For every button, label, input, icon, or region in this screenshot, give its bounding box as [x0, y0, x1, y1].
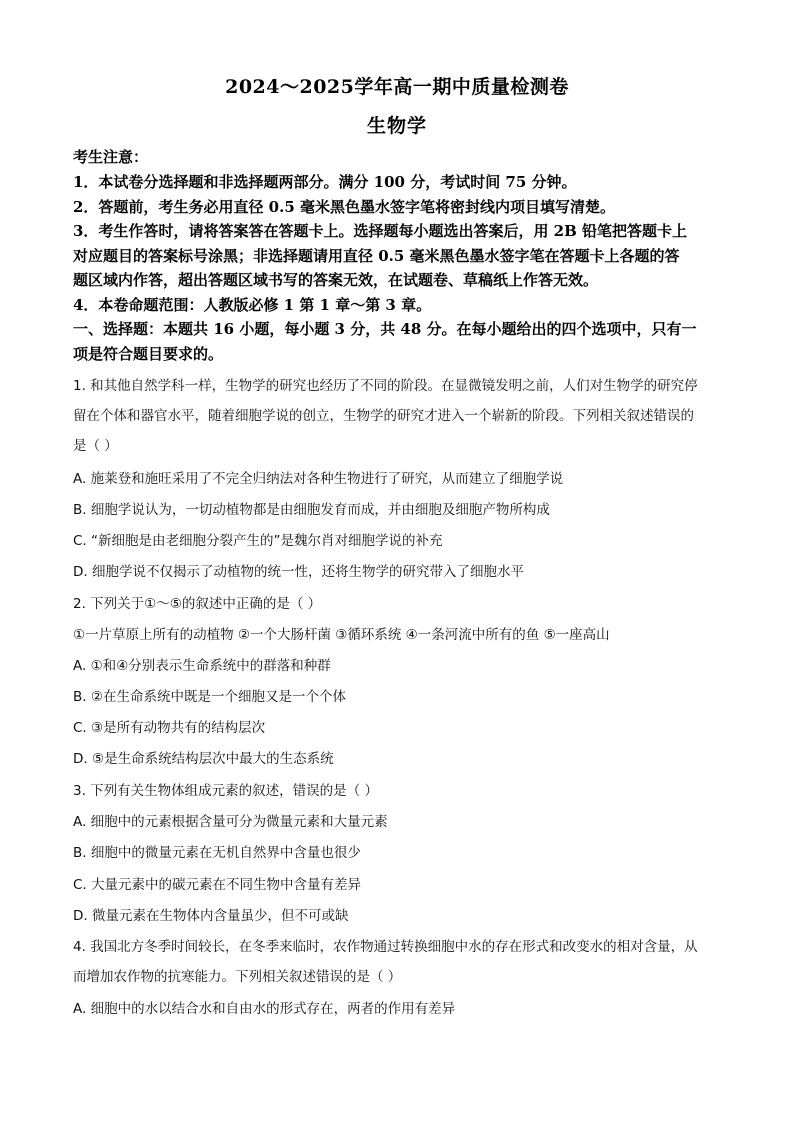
- exam-title: 2024～2025学年高一期中质量检测卷: [225, 76, 569, 98]
- question-2-option-c: C. ③是所有动物共有的结构层次: [73, 720, 266, 736]
- question-4-stem: 而增加农作物的抗寒能力。下列相关叙述错误的是（ ）: [73, 969, 402, 985]
- notice-line: 3．考生作答时，请将答案答在答题卡上。选择题每小题选出答案后，用 2B 铅笔把答题卡上: [73, 222, 688, 240]
- question-3-option-a: A. 细胞中的元素根据含量可分为微量元素和大量元素: [73, 814, 388, 830]
- question-2-stem: 2. 下列关于①～⑤的叙述中正确的是（ ）: [73, 596, 322, 612]
- question-3-option-c: C. 大量元素中的碳元素在不同生物中含量有差异: [73, 877, 362, 893]
- question-3-option-b: B. 细胞中的微量元素在无机自然界中含量也很少: [73, 845, 361, 861]
- notice-line: 题区域内作答，超出答题区域书写的答案无效，在试题卷、草稿纸上作答无效。: [73, 271, 599, 289]
- question-2-option-b: B. ②在生命系统中既是一个细胞又是一个个体: [73, 689, 346, 705]
- notice-label: 考生注意：: [73, 148, 149, 166]
- question-1-option-d: D. 细胞学说不仅揭示了动植物的统一性，还将生物学的研究带入了细胞水平: [73, 564, 524, 580]
- notice-line: 4．本卷命题范围：人教版必修 1 第 1 章～第 3 章。: [73, 295, 432, 314]
- section-heading: 项是符合题目要求的。: [73, 344, 224, 363]
- notice-line: 对应题目的答案标号涂黑；非选择题请用直径 0.5 毫米黑色墨水签字笔在答题卡上各题的答: [73, 246, 680, 265]
- notice-line: 2．答题前，考生务必用直径 0.5 毫米黑色墨水签字笔将密封线内项目填写清楚。: [73, 197, 615, 216]
- notice-block: [73, 170, 723, 366]
- question-1-stem: 是（ ）: [73, 438, 118, 454]
- question-4-option-a: A. 细胞中的水以结合水和自由水的形式存在，两者的作用有差异: [73, 1001, 456, 1017]
- question-1-option-a: A. 施莱登和施旺采用了不完全归纳法对各种生物进行了研究，从而建立了细胞学说: [73, 471, 564, 487]
- question-3-option-d: D. 微量元素在生物体内含量虽少，但不可或缺: [73, 908, 349, 924]
- question-2-option-a: A. ①和④分别表示生命系统中的群落和种群: [73, 658, 331, 674]
- question-1-option-b: B. 细胞学说认为，一切动植物都是由细胞发育而成，并由细胞及细胞产物所构成: [73, 502, 550, 518]
- question-1-stem: 1. 和其他自然学科一样，生物学的研究也经历了不同的阶段。在显微镜发明之前，人们对生物学的研究停: [73, 378, 698, 394]
- notice-line: 1．本试卷分选择题和非选择题两部分。满分 100 分，考试时间 75 分钟。: [73, 173, 577, 191]
- question-1-option-c: C. “新细胞是由老细胞分裂产生的”是魏尔肖对细胞学说的补充: [73, 533, 443, 549]
- question-1-stem: 留在个体和器官水平，随着细胞学说的创立，生物学的研究才进入一个崭新的阶段。下列相关叙述错误的: [73, 408, 694, 424]
- question-3-stem: 3. 下列有关生物体组成元素的叙述，错误的是（ ）: [73, 783, 378, 799]
- subject-title: 生物学: [366, 115, 427, 137]
- question-4-stem: 4. 我国北方冬季时间较长，在冬季来临时，农作物通过转换细胞中水的存在形式和改变水的相对含量，从: [73, 939, 698, 955]
- section-heading: 一、选择题：本题共 16 小题，每小题 3 分，共 48 分。在每小题给出的四个选项中，只有一: [73, 320, 697, 338]
- question-2-items: ①一片草原上所有的动植物 ②一个大肠杆菌 ③循环系统 ④一条河流中所有的鱼 ⑤一座高山: [73, 627, 610, 643]
- question-2-option-d: D. ⑤是生命系统结构层次中最大的生态系统: [73, 751, 334, 767]
